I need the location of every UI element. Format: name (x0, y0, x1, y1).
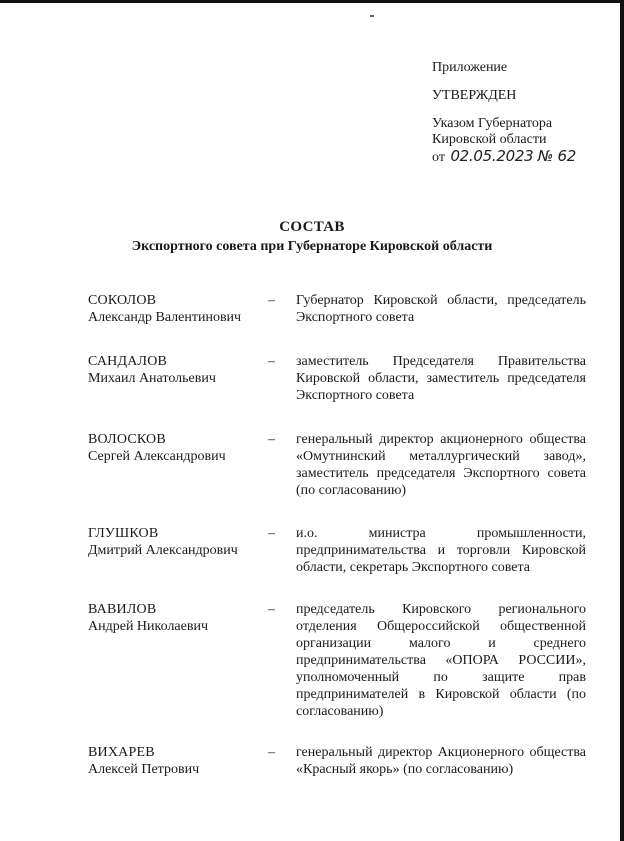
member-name (88, 292, 273, 326)
member-surname: ВОЛОСКОВ (88, 432, 166, 447)
approved-label: УТВЕРЖДЕН (432, 88, 517, 103)
member-name (88, 353, 273, 387)
member-surname: СОКОЛОВ (88, 293, 157, 308)
document-subtitle: Экспортного совета при Губернаторе Кировской области (131, 239, 493, 254)
member-role: председатель Кировского регионального отделения Общероссийской общественной организации малого и среднего предпринимательства «ОПОРА РОССИИ», уполномоченный по защите прав предпринимателей в Кировской области (по согласованию) (296, 602, 586, 719)
member-name (88, 601, 273, 635)
member-surname: ВИХАРЕВ (88, 745, 155, 760)
member-given-names: Михаил Анатольевич (88, 371, 216, 386)
member-dash: – (268, 745, 275, 760)
member-role: генеральный директор акционерного общества «Омутнинский металлургический завод», заместитель председателя Экспортного совета (по согласованию) (296, 432, 586, 498)
member-given-names: Андрей Николаевич (88, 619, 208, 634)
member-given-names: Александр Валентинович (88, 310, 242, 325)
member-name (88, 431, 273, 465)
decree-line-2: Кировской области (432, 132, 547, 147)
member-role: и.о. министра промышленности, предпринимательства и торговли Кировской области, секретарь Экспортного совета (296, 526, 586, 575)
member-surname: ВАВИЛОВ (88, 602, 157, 617)
member-dash: – (268, 354, 275, 369)
annex-label: Приложение (432, 60, 508, 75)
date-prefix: от (432, 150, 445, 165)
member-surname: ГЛУШКОВ (88, 526, 159, 541)
document-title: СОСТАВ (279, 219, 345, 235)
member-role: Губернатор Кировской области, председатель Экспортного совета (296, 293, 586, 325)
member-dash: – (268, 602, 275, 617)
member-role: заместитель Председателя Правительства Кировской области, заместитель председателя Экспортного совета (296, 354, 586, 403)
decree-line-1: Указом Губернатора (432, 116, 553, 131)
member-dash: – (268, 293, 275, 308)
member-given-names: Сергей Александрович (88, 449, 226, 464)
member-given-names: Дмитрий Александрович (88, 543, 238, 558)
handwritten-date-number: 02.05.2023 № 62 (450, 147, 577, 165)
member-dash: – (268, 432, 275, 447)
member-role: генеральный директор Акционерного общества «Красный якорь» (по согласованию) (296, 745, 586, 777)
member-name (88, 744, 273, 778)
member-given-names: Алексей Петрович (88, 762, 200, 777)
member-dash: – (268, 526, 275, 541)
member-name (88, 525, 273, 559)
member-surname: САНДАЛОВ (88, 354, 168, 369)
